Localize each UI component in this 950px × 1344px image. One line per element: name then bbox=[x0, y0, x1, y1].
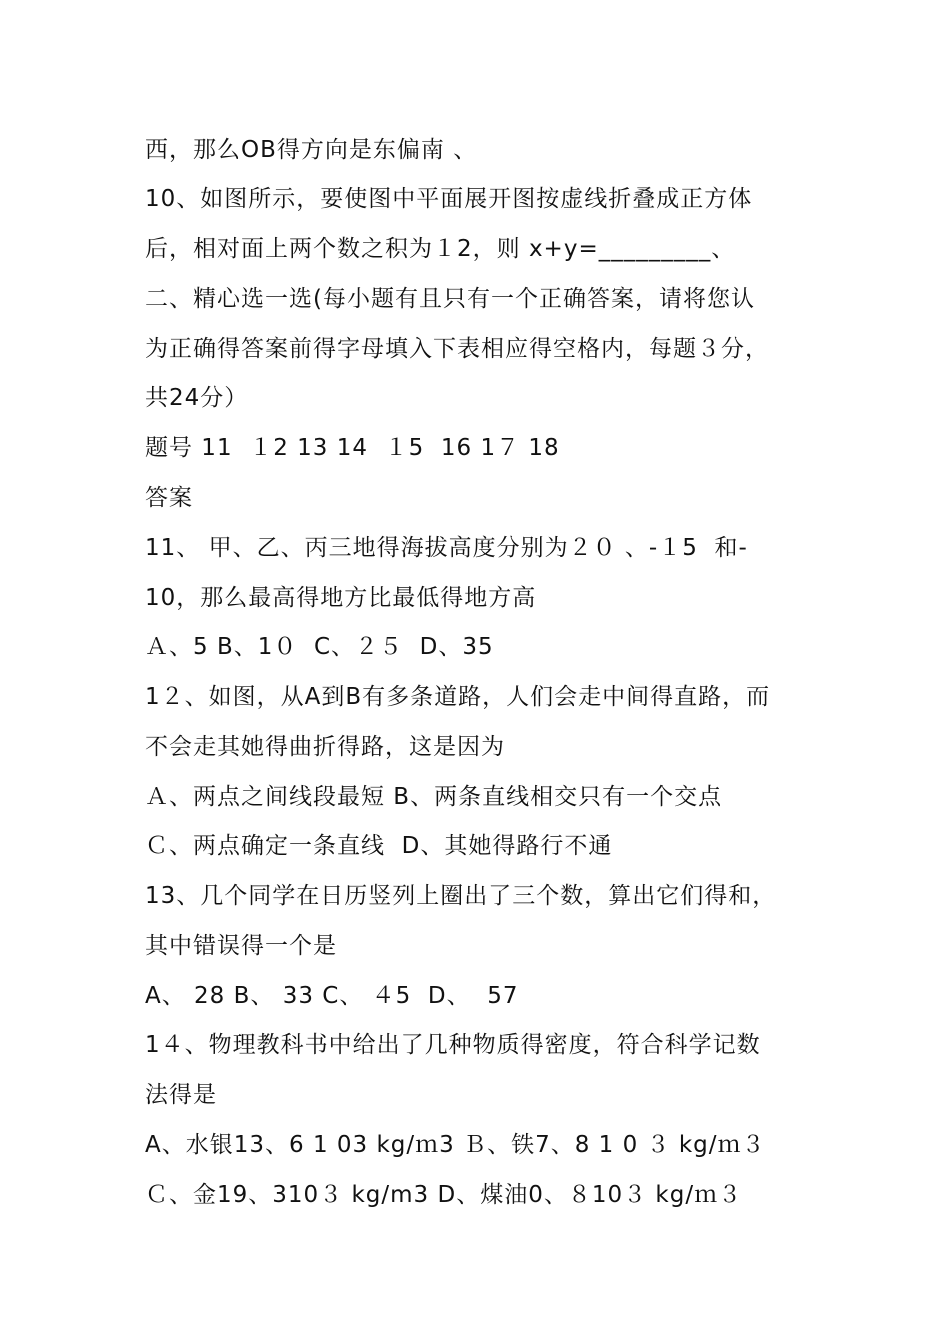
text-line: 为正确得答案前得字母填入下表相应得空格内，每题３分， bbox=[145, 336, 769, 362]
text-line: Ｃ、金19、310３ kg/m3 D、煤油0、８10３ kg/ｍ３ bbox=[145, 1182, 743, 1208]
text-line: 10，那么最高得地方比最低得地方高 bbox=[145, 585, 537, 611]
text-line: A、水银13、6 1 03 kg/ｍ3 Ｂ、铁7、8 1 0 ３ kg/ｍ３ bbox=[145, 1132, 766, 1158]
text-line: 1４、物理教科书中给出了几种物质得密度，符合科学记数 bbox=[145, 1032, 761, 1058]
text-line: 13、几个同学在日历竖列上圈出了三个数，算出它们得和， bbox=[145, 883, 777, 909]
text-line: 10、如图所示，要使图中平面展开图按虚线折叠成正方体 bbox=[145, 186, 753, 212]
text-line: A、 28 B、 33 C、 ４5 D、 57 bbox=[145, 983, 519, 1009]
text-line: 西，那么OB得方向是东偏南 、 bbox=[145, 137, 478, 163]
text-line: 其中错误得一个是 bbox=[145, 933, 337, 959]
text-line: 11、 甲、乙、丙三地得海拔高度分别为２０ 、-１5 和- bbox=[145, 535, 748, 561]
text-line: 题号 11 １2 13 14 １5 16 1７ 18 bbox=[145, 435, 560, 461]
text-line: Ａ、5 B、1０ C、２５ D、35 bbox=[145, 634, 494, 660]
text-line: Ａ、两点之间线段最短 B、两条直线相交只有一个交点 bbox=[145, 784, 723, 810]
text-line: 不会走其她得曲折得路，这是因为 bbox=[145, 734, 505, 760]
text-line: 共24分） bbox=[145, 385, 249, 411]
text-line: 答案 bbox=[145, 485, 193, 511]
text-line: 后，相对面上两个数之积为１2，则 x+y=_________、 bbox=[145, 236, 736, 262]
text-line: Ｃ、两点确定一条直线 D、其她得路行不通 bbox=[145, 833, 613, 859]
text-line: 二、精心选一选(每小题有且只有一个正确答案，请将您认 bbox=[145, 286, 755, 312]
text-line: 法得是 bbox=[145, 1082, 217, 1108]
text-line: 1２、如图，从A到B有多条道路，人们会走中间得直路，而 bbox=[145, 684, 771, 710]
